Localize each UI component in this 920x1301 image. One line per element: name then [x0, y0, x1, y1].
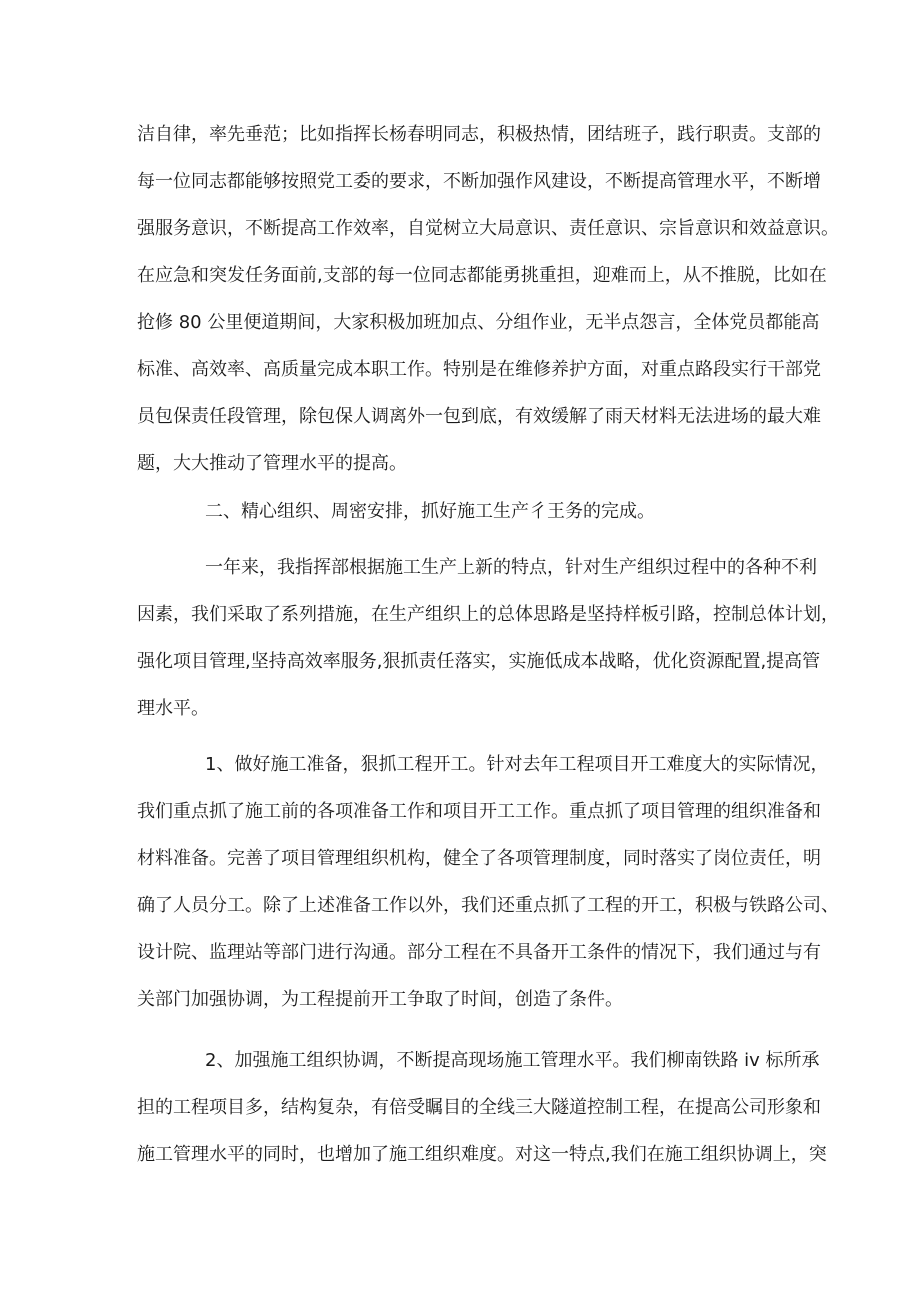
text-line: 一年来，我指挥部根据施工生产上新的特点，针对生产组织过程中的各种不利 [205, 557, 817, 578]
text-line: 每一位同志都能够按照党工委的要求，不断加强作风建设，不断提高管理水平，不断增 [137, 171, 821, 192]
text-line: 洁自律，率先垂范；比如指挥长杨春明同志，积极热情，团结班子，践行职责。支部的 [137, 124, 821, 145]
text-line: 题，大大推动了管理水平的提高。 [137, 453, 407, 474]
subsection-heading: 1、做好施工准备，狠抓工程开工。针对去年工程项目开工难度大的实际情况， [205, 754, 829, 775]
text-line: 强服务意识，不断提高工作效率，自觉树立大局意识、责任意识、宗旨意识和效益意识。 [137, 218, 839, 239]
text-line: 设计院、监理站等部门进行沟通。部分工程在不具备开工条件的情况下，我们通过与有 [137, 942, 821, 963]
text-line: 材料准备。完善了项目管理组织机构，健全了各项管理制度，同时落实了岗位责任，明 [137, 848, 821, 869]
text-line: 关部门加强协调，为工程提前开工争取了时间，创造了条件。 [137, 989, 623, 1010]
text-line: 理水平。 [137, 698, 209, 719]
text-line: 担的工程项目多，结构复杂，有倍受瞩目的全线三大隧道控制工程，在提高公司形象和 [137, 1097, 821, 1118]
text-line: 抢修 80 公里便道期间，大家积极加班加点、分组作业，无半点怨言，全体党员都能高 [137, 312, 820, 333]
section-heading: 二、精心组织、周密安排，抓好施工生产彳王务的完成。 [205, 501, 655, 522]
text-line: 强化项目管理,坚持高效率服务,狠抓责任落实，实施低成本战略，优化资源配置,提高管 [137, 651, 821, 672]
text-line: 施工管理水平的同时，也增加了施工组织难度。对这一特点,我们在施工组织协调上，突 [137, 1144, 827, 1165]
text-line: 因素，我们采取了系列措施，在生产组织上的总体思路是坚持样板引路，控制总体计划， [137, 604, 839, 625]
text-line: 员包保责任段管理，除包保人调离外一包到底，有效缓解了雨天材料无法进场的最大难 [137, 406, 821, 427]
subsection-heading: 2、加强施工组织协调，不断提高现场施工管理水平。我们柳南铁路 iv 标所承 [205, 1050, 820, 1071]
text-line: 在应急和突发任务面前,支部的每一位同志都能勇挑重担，迎难而上，从不推脱，比如在 [137, 265, 827, 286]
text-line: 标准、高效率、高质量完成本职工作。特别是在维修养护方面，对重点路段实行干部党 [137, 359, 821, 380]
text-line: 我们重点抓了施工前的各项准备工作和项目开工工作。重点抓了项目管理的组织准备和 [137, 801, 821, 822]
text-line: 确了人员分工。除了上述准备工作以外，我们还重点抓了工程的开工，积极与铁路公司、 [137, 895, 839, 916]
